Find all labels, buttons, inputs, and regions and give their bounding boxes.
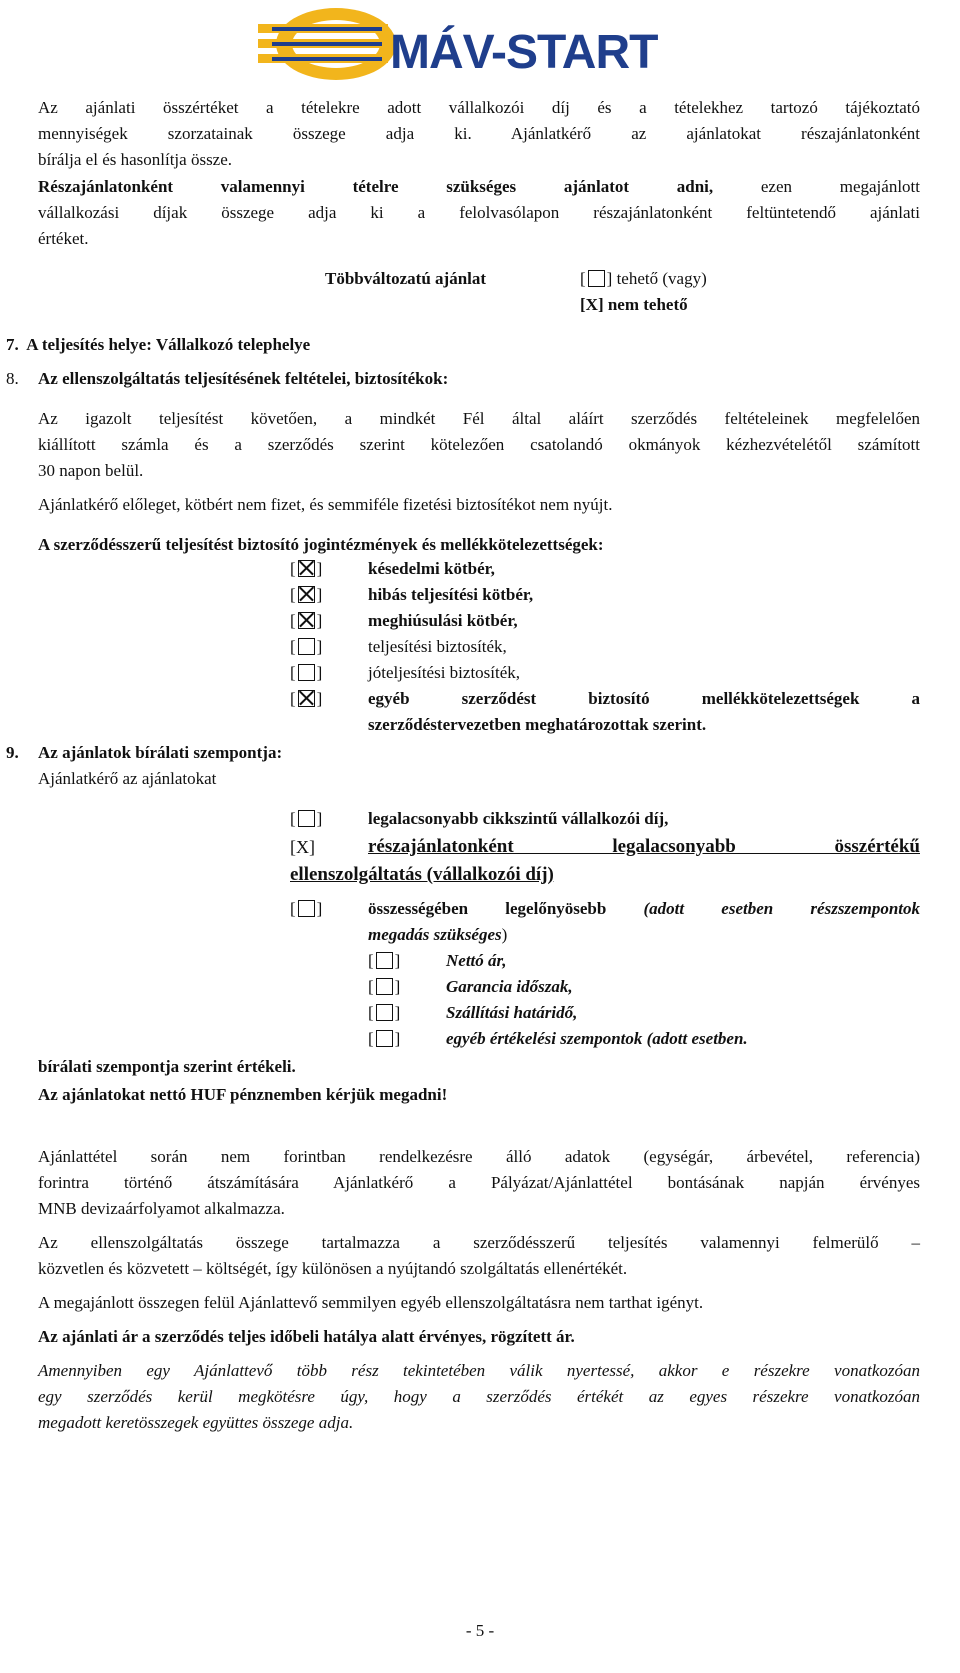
tail-p1-line-3: MNB devizaárfolyamot alkalmazza. <box>38 1199 285 1218</box>
logo-emblem-icon <box>258 2 678 88</box>
intro-line-6: értéket. <box>38 229 89 248</box>
criterion-3-cont-end: ) <box>501 925 508 944</box>
sub-criterion-checkbox-1: [ ] <box>368 951 401 970</box>
tail-p4: Az ajánlati ár a szerződés teljes időbeli hatálya alatt érvényes, rögzített ár. <box>38 1327 575 1346</box>
intro-line-1: Az ajánlati összértéket a tételekre adott vállalkozói díj és a tételekhez tartozó tájékoztató <box>38 98 920 117</box>
guarantee-checkbox-3: [ ] <box>290 611 323 630</box>
sub-criterion-label-3: Szállítási határidő, <box>446 1003 578 1022</box>
tail-p5-line-2: egy szerződés kerül megkötésre úgy, hogy a szerződés értékét az egyes részekre vonatkozóan <box>38 1387 920 1406</box>
guarantees-heading: A szerződésszerű teljesítést biztosító jogintézmények és mellékkötelezettségek: <box>38 535 604 554</box>
tail-p1-line-1: Ajánlattétel során nem forintban rendelkezésre álló adatok (egységár, árbevétel, referencia) <box>38 1147 920 1166</box>
guarantee-label-3: meghiúsulási kötbér, <box>368 611 518 630</box>
sub-criterion-label-4: egyéb értékelési szempontok (adott esetben. <box>446 1029 748 1048</box>
section-7-heading: 7. A teljesítés helye: Vállalkozó telephelye <box>6 335 311 354</box>
guarantee-label-6-cont: szerződéstervezetben meghatározottak szerint. <box>368 715 707 734</box>
guarantee-checkbox-5: [ ] <box>290 663 323 682</box>
mav-start-logo <box>258 2 678 93</box>
tail-p5-line-3: megadott keretösszegek együttes összege adja. <box>38 1413 354 1432</box>
criterion-label-1: legalacsonyabb cikkszintű vállalkozói díj, <box>368 809 669 828</box>
section-8-heading: Az ellenszolgáltatás teljesítésének feltételei, biztosítékok: <box>38 369 449 388</box>
sub-criterion-checkbox-4: [ ] <box>368 1029 401 1048</box>
criterion-checkbox-2: [X] <box>290 837 315 857</box>
empty-checkbox-icon <box>376 952 393 969</box>
tail-p2-line-2: közvetlen és közvetett – költségét, így különösen a nyújtandó szolgáltatás ellenértékét. <box>38 1259 628 1278</box>
criterion-3-cont-italic: megadás szükséges <box>368 925 502 944</box>
empty-checkbox-icon <box>298 900 315 917</box>
page-number: - 5 - <box>465 1621 495 1640</box>
intro-line-2: mennyiségek szorzatainak összege adja ki. Ajánlatkérő az ajánlatokat részajánlatonként <box>38 124 920 143</box>
tail-p3: A megajánlott összegen felül Ajánlattevő semmilyen egyéb ellenszolgáltatásra nem tarthat igényt. <box>38 1293 704 1312</box>
criterion-checkbox-1: [ ] <box>290 809 323 828</box>
criterion-label-2: részajánlatonként legalacsonyabb összértékű <box>368 836 920 857</box>
section-9-intro: Ajánlatkérő az ajánlatokat <box>38 769 217 788</box>
sub-criterion-checkbox-3: [ ] <box>368 1003 401 1022</box>
guarantee-checkbox-6: [ ] <box>290 689 323 708</box>
variants-option-allowed <box>580 266 707 292</box>
empty-checkbox-icon <box>376 1030 393 1047</box>
guarantee-label-2: hibás teljesítési kötbér, <box>368 585 534 604</box>
tail-p5-line-1: Amennyiben egy Ajánlattevő több rész tekintetében válik nyertessé, akkor e részekre vonatkozóan <box>38 1361 920 1380</box>
section-9-number: 9. <box>6 743 19 762</box>
criterion-3-bold: összességében legelőnyösebb <box>368 899 607 918</box>
empty-checkbox-icon <box>588 270 605 287</box>
logo-text: MÁV-START <box>390 26 658 79</box>
guarantee-label-6: egyéb szerződést biztosító mellékkötelezettségek a <box>368 689 920 708</box>
section-8-p1-line-3: 30 napon belül. <box>38 461 144 480</box>
intro-line-4 <box>38 174 920 200</box>
intro-rest: ezen megajánlott <box>713 177 920 196</box>
section-9-heading: Az ajánlatok bírálati szempontja: <box>38 743 283 762</box>
empty-checkbox-icon <box>298 638 315 655</box>
sub-criterion-checkbox-2: [ ] <box>368 977 401 996</box>
empty-checkbox-icon <box>298 664 315 681</box>
variants-allowed-text: ] tehető (vagy) <box>606 269 707 288</box>
guarantee-checkbox-1: [ ] <box>290 559 323 578</box>
criterion-label-2-cont: ellenszolgáltatás (vállalkozói díj) <box>290 864 554 885</box>
tail-p1-line-2: forintra történő átszámítására Ajánlatkérő a Pályázat/Ajánlattétel bontásának napján érvényes <box>38 1173 920 1192</box>
checked-box-icon <box>298 612 315 629</box>
checked-box-icon <box>298 560 315 577</box>
empty-checkbox-icon <box>298 810 315 827</box>
guarantee-label-5: jóteljesítési biztosíték, <box>368 663 521 682</box>
intro-line-5: vállalkozási díjak összege adja ki a felolvasólapon részajánlatonként feltüntetendő ajánlati <box>38 203 920 222</box>
criterion-label-3-cont <box>368 922 507 948</box>
criterion-checkbox-3: [ ] <box>290 899 323 918</box>
section-8-number: 8. <box>6 369 19 388</box>
intro-line-3: bírálja el és hasonlítja össze. <box>38 150 233 169</box>
tail-p2-line-1: Az ellenszolgáltatás összege tartalmazza a szerződésszerű teljesítés valamennyi felmerülő – <box>38 1233 920 1252</box>
empty-checkbox-icon <box>376 1004 393 1021</box>
bracket-open: [ <box>580 269 586 288</box>
checked-box-icon <box>298 586 315 603</box>
guarantee-checkbox-4: [ ] <box>290 637 323 656</box>
guarantee-label-1: késedelmi kötbér, <box>368 559 495 578</box>
section-8-p1-line-1: Az igazolt teljesítést követően, a mindkét Fél által aláírt szerződés feltételeinek megfelelően <box>38 409 920 428</box>
variants-label: Többváltozatú ajánlat <box>325 269 487 288</box>
sub-criterion-label-2: Garancia időszak, <box>446 977 573 996</box>
section-8-p2: Ajánlatkérő előleget, kötbért nem fizet, és semmiféle fizetési biztosítékot nem nyújt. <box>38 495 613 514</box>
section-8-p1-line-2: kiállított számla és a szerződés szerint kötelezően csatolandó okmányok kézhezvételétől számított <box>38 435 920 454</box>
intro-bold: Részajánlatonként valamennyi tételre szükséges ajánlatot adni, <box>38 177 714 196</box>
currency-note: Az ajánlatokat nettó HUF pénznemben kérjük megadni! <box>38 1085 448 1104</box>
variants-option-not-allowed: [X] nem tehető <box>580 295 688 314</box>
section-9-closing: bírálati szempontja szerint értékeli. <box>38 1057 296 1076</box>
empty-checkbox-icon <box>376 978 393 995</box>
guarantee-checkbox-2: [ ] <box>290 585 323 604</box>
criterion-label-3 <box>368 896 920 922</box>
guarantee-label-4: teljesítési biztosíték, <box>368 637 507 656</box>
sub-criterion-label-1: Nettó ár, <box>446 951 507 970</box>
checked-box-icon <box>298 690 315 707</box>
criterion-3-italic: (adott esetben részszempontok <box>606 899 920 918</box>
